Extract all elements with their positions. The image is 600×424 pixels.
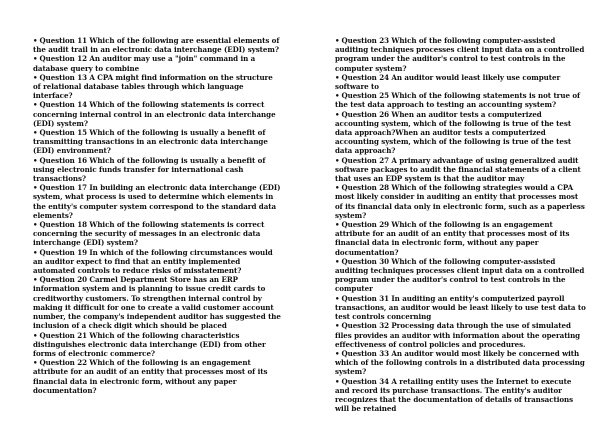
left-column bbox=[33, 36, 281, 395]
question-item: • Question 31 In auditing an entity's computerized payroll transactions, an auditor would be least likely to use test data to test controls concerning bbox=[335, 293, 586, 322]
question-item: • Question 25 Which of the following statements is not true of the test data approach to testing an accounting system? bbox=[335, 91, 581, 110]
right-column bbox=[335, 36, 587, 413]
question-item: • Question 28 Which of the following strategies would a CPA most likely consider in auditing an entity that processes most of its financial data only in electronic form, such as a paperless system? bbox=[335, 183, 585, 220]
question-item: • Question 23 Which of the following computer-assisted auditing techniques processes client input data on a controlled program under the auditor's control to test controls in the computer system? bbox=[335, 36, 585, 73]
question-item: • Question 26 When an auditor tests a computerized accounting system, which of the following is true of the test data approach?When an auditor tests a computerized accounting system, which of the following is true of the test data approach? bbox=[335, 109, 572, 156]
question-item: • Question 17 In building an electronic data interchange (EDI) system, what process is used to determine which elements in the entity's computer system correspond to the standard data elements? bbox=[33, 183, 281, 220]
question-item: • Question 19 In which of the following circumstances would an auditor expect to find that an entity implemented automated controls to reduce risks of misstatement? bbox=[33, 247, 273, 276]
question-item: • Question 30 Which of the following computer-assisted auditing techniques processes client input data on a controlled program under the auditor's control to test controls in the computer bbox=[335, 256, 585, 294]
question-item: • Question 27 A primary advantage of using generalized audit software packages to audit the financial statements of a client that uses an EDP system is that the auditor may bbox=[335, 155, 581, 184]
question-item: • Question 29 Which of the following is an engagement attribute for an audit of an entity that processes most of its financial data in electronic form, without any paper documentation? bbox=[335, 220, 570, 257]
question-item: • Question 14 Which of the following statements is correct concerning internal control in an electronic data interchange (EDI) system? bbox=[33, 100, 276, 128]
question-item: • Question 15 Which of the following is usually a benefit of transmitting transactions in an electronic data interchange (EDI) environment? bbox=[33, 128, 268, 156]
question-item: • Question 24 An auditor would least likely use computer software to bbox=[335, 72, 561, 92]
question-item: • Question 20 Carmel Department Store has an ERP information system and is planning to issue credit cards to creditworthy customers. To strengthen internal control by making it difficult for one to create a valid customer account number, the company's independent auditor has suggested the inclusion of a check digit which should be placed bbox=[33, 275, 281, 331]
question-item: • Question 32 Processing data through the use of simulated files provides an auditor with information about the operating effectiveness of control policies and procedures. bbox=[335, 321, 581, 349]
question-item: • Question 22 Which of the following is an engagement attribute for an audit of an entity that processes most of its financial data in electronic form, without any paper documentation? bbox=[33, 358, 268, 395]
question-item: • Question 11 Which of the following are essential elements of the audit trail in an electronic data interchange (EDI) system? bbox=[33, 36, 280, 55]
question-item: • Question 12 An auditor may use a "join" command in a database query to combine bbox=[33, 54, 256, 73]
question-item: • Question 21 Which of the following characteristics distinguishes electronic data interchange (EDI) from other forms of electronic commerce? bbox=[33, 330, 266, 358]
question-item: • Question 34 A retailing entity uses the Internet to execute and record its purchase transactions. The entity's auditor recognizes that the documentation of details of transactions will be retained bbox=[335, 376, 574, 414]
question-item: • Question 33 An auditor would most likely be concerned with which of the following controls in a distributed data processing system? bbox=[335, 348, 585, 377]
question-item: • Question 18 Which of the following statements is correct concerning the security of messages in an electronic data interchange (EDI) system? bbox=[33, 220, 265, 248]
question-item: • Question 13 A CPA might find information on the structure of relational database tables through which language interface? bbox=[33, 72, 273, 101]
question-item: • Question 16 Which of the following is usually a benefit of using electronic funds transfer for international cash transactions? bbox=[33, 155, 266, 184]
